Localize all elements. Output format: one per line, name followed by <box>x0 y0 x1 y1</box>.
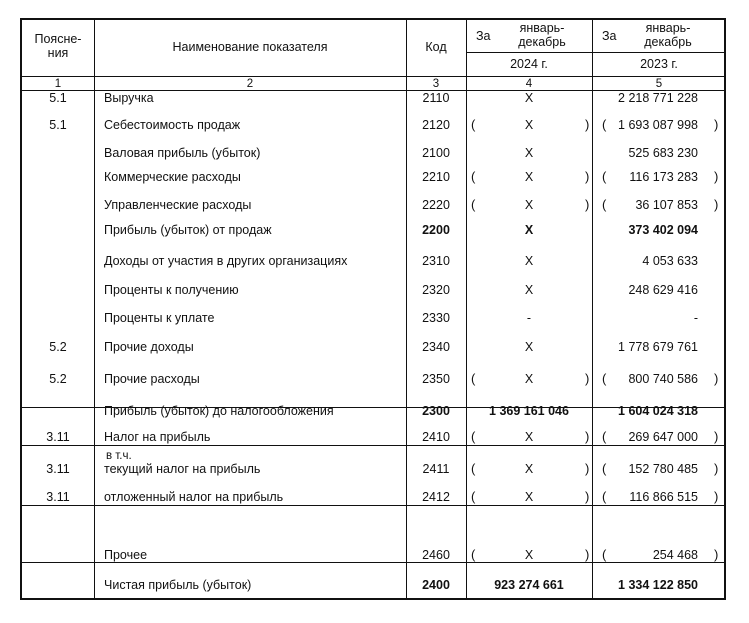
row-name: Налог на прибыль <box>104 430 211 444</box>
row-name: Проценты к уплате <box>104 311 215 325</box>
header-indicator: Наименование показателя <box>172 40 328 54</box>
close-paren: ) <box>714 371 719 386</box>
row-value-2023: 116 866 515 <box>629 490 698 504</box>
row-value-2023: 4 053 633 <box>642 254 698 268</box>
row-code: 2400 <box>422 578 450 592</box>
row-name: Проценты к получению <box>104 283 239 297</box>
row-code: 2411 <box>422 462 450 476</box>
row-name: Прибыль (убыток) до налогообложения <box>104 404 334 418</box>
row-divider <box>22 562 724 563</box>
header-2023-year: 2023 г. <box>640 57 678 71</box>
header-explanation-line: Поясне- <box>34 32 82 46</box>
row-value-2024: X <box>524 462 534 476</box>
close-paren: ) <box>714 429 719 444</box>
row-value-2024: X <box>524 340 534 354</box>
row-code: 2200 <box>422 223 450 237</box>
row-note: 3.11 <box>46 430 70 444</box>
row-value-2024: X <box>524 490 534 504</box>
row-value-2023: 248 629 416 <box>628 283 698 297</box>
row-value-2023: 36 107 853 <box>635 198 698 212</box>
row-note: 5.2 <box>49 372 67 386</box>
header-2024-year: 2024 г. <box>510 57 548 71</box>
row-value-2023: 254 468 <box>652 548 698 562</box>
row-value-2024: X <box>524 118 534 132</box>
open-paren: ( <box>602 371 607 386</box>
row-name: Чистая прибыль (убыток) <box>104 578 252 592</box>
open-paren: ( <box>602 461 607 476</box>
row-value-2024: X <box>524 91 534 105</box>
row-code: 2210 <box>422 170 450 184</box>
row-name: Валовая прибыль (убыток) <box>104 146 261 160</box>
col-divider <box>466 20 467 598</box>
header-2024-period-line: январь- <box>519 21 565 35</box>
row-value-2024: X <box>524 254 534 268</box>
row-value-2023: 152 780 485 <box>628 462 698 476</box>
open-paren: ( <box>602 547 607 562</box>
row-value-2024: X <box>524 548 534 562</box>
row-note: 3.11 <box>46 490 70 504</box>
row-name-prefix: в т.ч. <box>106 450 132 462</box>
row-code: 2320 <box>422 283 450 297</box>
row-divider <box>466 52 724 53</box>
row-value-2024: 923 274 661 <box>494 578 564 592</box>
close-paren: ) <box>585 489 590 504</box>
row-code: 2310 <box>422 254 450 268</box>
row-name: Управленческие расходы <box>104 198 252 212</box>
row-name: Доходы от участия в других организациях <box>104 254 348 268</box>
row-code: 2460 <box>422 548 450 562</box>
header-explanation <box>22 32 94 60</box>
row-code: 2330 <box>422 311 450 325</box>
close-paren: ) <box>585 197 590 212</box>
header-2023-period <box>618 21 718 49</box>
header-code: Код <box>425 40 447 54</box>
row-name: Выручка <box>104 91 154 105</box>
close-paren: ) <box>585 371 590 386</box>
row-code: 2300 <box>422 404 450 418</box>
close-paren: ) <box>714 489 719 504</box>
close-paren: ) <box>714 169 719 184</box>
row-name: Прочие расходы <box>104 372 200 386</box>
close-paren: ) <box>585 117 590 132</box>
row-note: 3.11 <box>46 462 70 476</box>
col-divider <box>94 20 95 598</box>
row-value-2024: X <box>524 223 534 237</box>
row-value-2023: 2 218 771 228 <box>618 91 698 105</box>
open-paren: ( <box>602 489 607 504</box>
header-2024-period-line: декабрь <box>518 35 566 49</box>
row-value-2023: 1 334 122 850 <box>618 578 698 592</box>
row-note: 5.1 <box>49 118 67 132</box>
row-value-2023: 800 740 586 <box>628 372 698 386</box>
column-number: 1 <box>54 78 62 90</box>
column-number: 5 <box>655 78 663 90</box>
open-paren: ( <box>602 117 607 132</box>
open-paren: ( <box>471 371 476 386</box>
open-paren: ( <box>602 169 607 184</box>
row-note: 5.1 <box>49 91 67 105</box>
close-paren: ) <box>585 461 590 476</box>
open-paren: ( <box>471 169 476 184</box>
row-name: текущий налог на прибыль <box>104 462 261 476</box>
row-code: 2120 <box>422 118 450 132</box>
row-name: Прибыль (убыток) от продаж <box>104 223 272 237</box>
open-paren: ( <box>602 197 607 212</box>
row-value-2023: 116 173 283 <box>629 170 698 184</box>
close-paren: ) <box>714 547 719 562</box>
row-value-2023: 1 604 024 318 <box>618 404 698 418</box>
row-value-2024: X <box>524 283 534 297</box>
row-value-2024: - <box>526 311 532 325</box>
column-number: 3 <box>432 78 440 90</box>
open-paren: ( <box>471 117 476 132</box>
row-name: Себестоимость продаж <box>104 118 241 132</box>
row-name: Прочее <box>104 548 148 562</box>
row-value-2023: 1 778 679 761 <box>618 340 698 354</box>
row-value-2023: 269 647 000 <box>628 430 698 444</box>
row-note: 5.2 <box>49 340 67 354</box>
close-paren: ) <box>714 461 719 476</box>
row-value-2023: 373 402 094 <box>628 223 698 237</box>
row-name: Коммерческие расходы <box>104 170 241 184</box>
row-value-2023: - <box>693 311 698 325</box>
row-code: 2110 <box>422 91 450 105</box>
row-value-2023: 525 683 230 <box>628 146 698 160</box>
close-paren: ) <box>585 429 590 444</box>
row-code: 2100 <box>422 146 450 160</box>
row-name: Прочие доходы <box>104 340 194 354</box>
close-paren: ) <box>714 117 719 132</box>
header-2024-period <box>492 21 592 49</box>
header-explanation-line: ния <box>47 46 69 60</box>
row-code: 2340 <box>422 340 450 354</box>
row-value-2024: X <box>524 198 534 212</box>
column-number: 2 <box>246 78 254 90</box>
row-code: 2220 <box>422 198 450 212</box>
open-paren: ( <box>471 461 476 476</box>
open-paren: ( <box>602 429 607 444</box>
open-paren: ( <box>471 547 476 562</box>
close-paren: ) <box>585 547 590 562</box>
row-value-2023: 1 693 087 998 <box>618 118 698 132</box>
col-divider <box>406 20 407 598</box>
header-2024-za: За <box>476 29 491 43</box>
header-2023-za: За <box>602 29 617 43</box>
row-value-2024: X <box>524 372 534 386</box>
header-2023-period-line: декабрь <box>644 35 692 49</box>
open-paren: ( <box>471 197 476 212</box>
open-paren: ( <box>471 489 476 504</box>
row-divider <box>22 445 724 446</box>
financial-results-table <box>20 18 726 600</box>
row-value-2024: X <box>524 146 534 160</box>
column-number: 4 <box>525 78 533 90</box>
row-divider <box>22 505 724 506</box>
row-code: 2412 <box>422 490 450 504</box>
row-name: отложенный налог на прибыль <box>104 490 284 504</box>
close-paren: ) <box>585 169 590 184</box>
header-2023-period-line: январь- <box>645 21 691 35</box>
row-value-2024: 1 369 161 046 <box>489 404 569 418</box>
row-value-2024: X <box>524 430 534 444</box>
col-divider <box>592 20 593 598</box>
row-value-2024: X <box>524 170 534 184</box>
row-code: 2410 <box>422 430 450 444</box>
row-code: 2350 <box>422 372 450 386</box>
open-paren: ( <box>471 429 476 444</box>
close-paren: ) <box>714 197 719 212</box>
